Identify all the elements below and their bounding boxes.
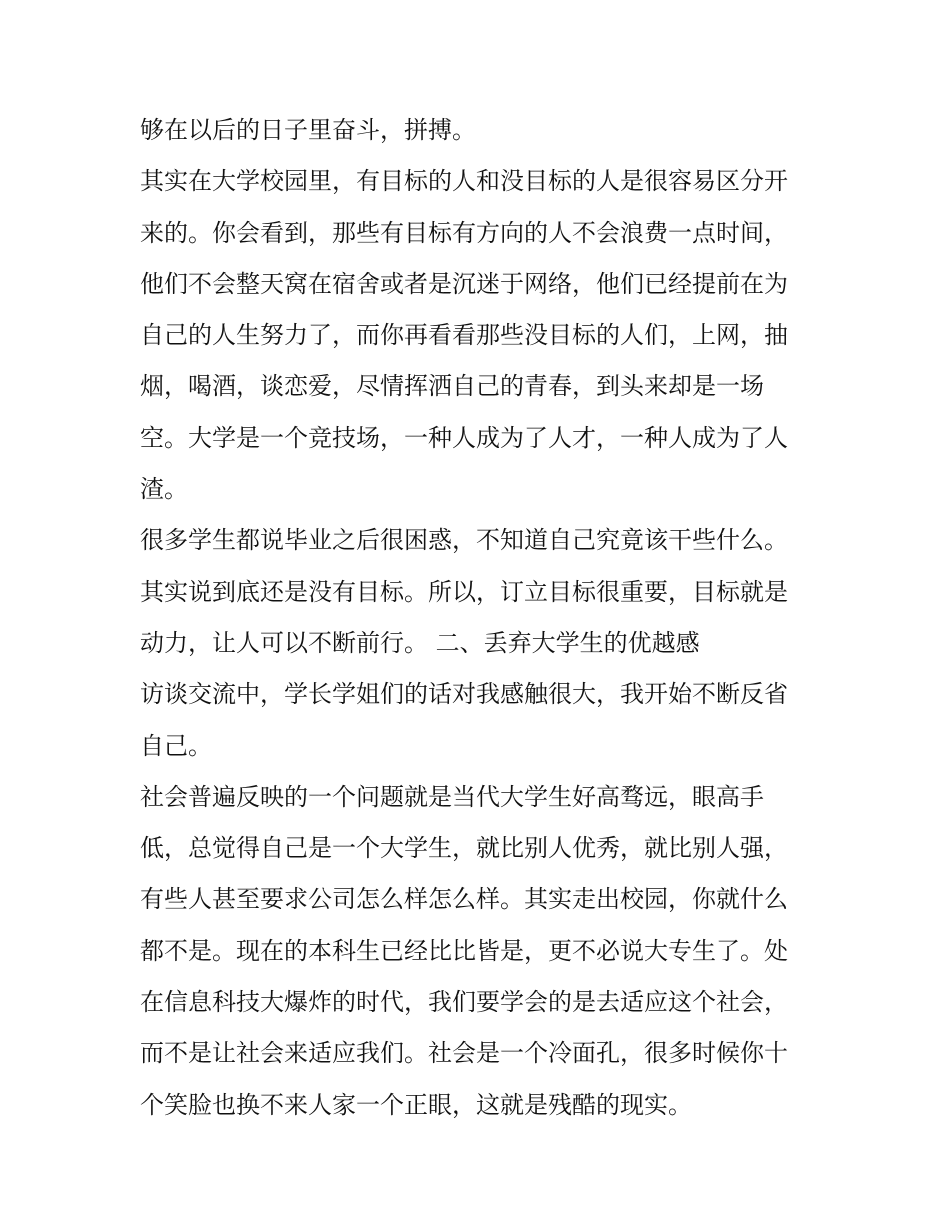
text-line: 访谈交流中，学长学姐们的话对我感触很大，我开始不断反省 [140,680,788,709]
text-line: 其实在大学校园里，有目标的人和没目标的人是很容易区分开 [140,167,788,196]
text-line: 烟，喝酒，谈恋爱，尽情挥洒自己的青春，到头来却是一场 [140,372,764,401]
text-line: 在信息科技大爆炸的时代，我们要学会的是去适应这个社会， [140,988,788,1017]
text-line: 自己的人生努力了，而你再看看那些没目标的人们，上网，抽 [140,321,788,350]
text-line: 自己。 [140,731,212,760]
text-line: 够在以后的日子里奋斗，拼搏。 [140,116,476,144]
text-line: 社会普遍反映的一个问题就是当代大学生好高骛远，眼高手 [140,782,764,811]
text-line: 渣。 [140,475,188,504]
text-line: 都不是。现在的本科生已经比比皆是，更不必说大专生了。处 [140,936,788,965]
text-line: 低，总觉得自己是一个大学生，就比别人优秀，就比别人强， [140,834,788,863]
text-line: 有些人甚至要求公司怎么样怎么样。其实走出校园，你就什么 [140,885,788,914]
text-line: 动力，让人可以不断前行。 二、丢弃大学生的优越感 [140,628,700,657]
text-line: 其实说到底还是没有目标。所以，订立目标很重要，目标就是 [140,577,788,606]
text-line: 而不是让社会来适应我们。社会是一个冷面孔，很多时候你十 [140,1039,788,1068]
text-line: 他们不会整天窝在宿舍或者是沉迷于网络，他们已经提前在为 [140,269,788,298]
text-line: 来的。你会看到，那些有目标有方向的人不会浪费一点时间， [140,218,788,247]
document-body [140,105,820,1131]
text-line: 空。大学是一个竞技场，一种人成为了人才，一种人成为了人 [140,423,788,452]
text-line: 很多学生都说毕业之后很困惑，不知道自己究竟该干些什么。 [140,526,788,555]
text-line: 个笑脸也换不来人家一个正眼，这就是残酷的现实。 [140,1090,692,1119]
